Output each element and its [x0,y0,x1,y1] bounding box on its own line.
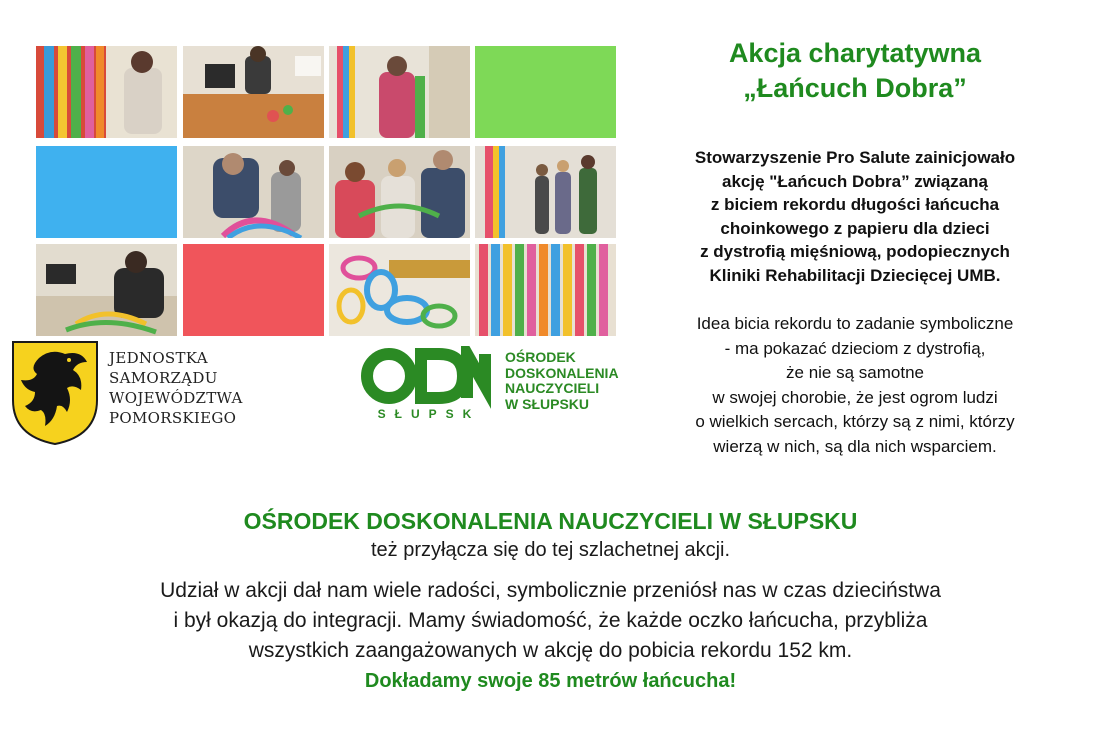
photo-office-desk [183,46,324,138]
organization-name: OŚRODEK DOSKONALENIA NAUCZYCIELI W SŁUPSKU [243,508,858,534]
photo-man-chain [183,146,324,238]
idea-paragraph [640,312,1070,459]
body-line: Udział w akcji dał nam wiele radości, symbolicznie przeniósł nas w czas dzieciństwa [160,579,941,602]
lead-line: Stowarzyszenie Pro Salute zainicjowało [694,148,1016,167]
odn-logo-mark-icon [359,346,499,422]
photo-chain-closeup [329,244,470,336]
closing-statement: Dokładamy swoje 85 metrów łańcucha! [364,670,737,692]
lead-line: z biciem rekordu długości łańcucha [710,195,1000,214]
lead-line: Kliniki Rehabilitacji Dziecięcej UMB. [709,265,1001,285]
lead-line: choinkowego z papieru dla dzieci [720,218,990,238]
green-tile [475,46,616,138]
lead-line: z dystrofią mięśniową, podopiecznych [700,242,1010,261]
title-block [655,36,1055,106]
pomorskie-logo [11,340,271,446]
idea-line: Idea bicia rekordu to zadanie symboliczne [696,314,1014,333]
pomorskie-logo-line: WOJEWÓDZTWA [109,389,243,407]
griffin-coat-of-arms-icon [11,340,99,446]
idea-line: w swojej chorobie, że jest ogrom ludzi [712,387,998,407]
pomorskie-logo-line: SAMORZĄDU [109,369,218,387]
blue-tile [36,146,177,238]
lead-paragraph [640,146,1070,287]
odn-logo-line: DOSKONALENIA [505,364,619,381]
photo-paper-chain-wall [36,46,177,138]
odn-logo [359,346,639,422]
idea-line: wierzą w nich, są dla nich wsparciem. [713,436,997,456]
page-title: Akcja charytatywna [728,38,982,68]
pomorskie-logo-line: JEDNOSTKA [109,349,208,367]
page-subtitle: „Łańcuch Dobra” [743,73,967,103]
photo-woman-chain [329,46,470,138]
odn-logo-line: NAUCZYCIELI [505,380,600,396]
idea-line: że nie są samotne [786,363,924,382]
odn-logo-line: W SŁUPSKU [505,395,589,412]
body-line: wszystkich zaangażowanych w akcję do pobicia rekordu 152 km. [248,639,853,662]
idea-line: - ma pokazać dzieciom z dystrofią, [724,338,986,358]
red-tile [183,244,324,336]
lead-line: akcję "Łańcuch Dobra” związaną [722,171,988,191]
pomorskie-logo-line: POMORSKIEGO [109,409,237,427]
photo-woman-desk [36,244,177,336]
odn-logo-text [505,350,619,412]
idea-line: o wielkich sercach, którzy są z nimi, którzy [695,412,1015,431]
odn-city-label: SŁUPSK [377,407,481,421]
bottom-section [0,506,1101,696]
joins-text: też przyłącza się do tej szlachetnej akcji. [370,539,731,561]
pomorskie-logo-text [109,348,243,428]
photo-group-chain [329,146,470,238]
photo-corridor-chain [475,146,616,238]
body-line: i był okazją do integracji. Mamy świadomość, że każde oczko łańcucha, przybliża [173,609,928,632]
odn-logo-line: OŚRODEK [505,349,576,365]
photo-chain-curtain [475,244,616,336]
